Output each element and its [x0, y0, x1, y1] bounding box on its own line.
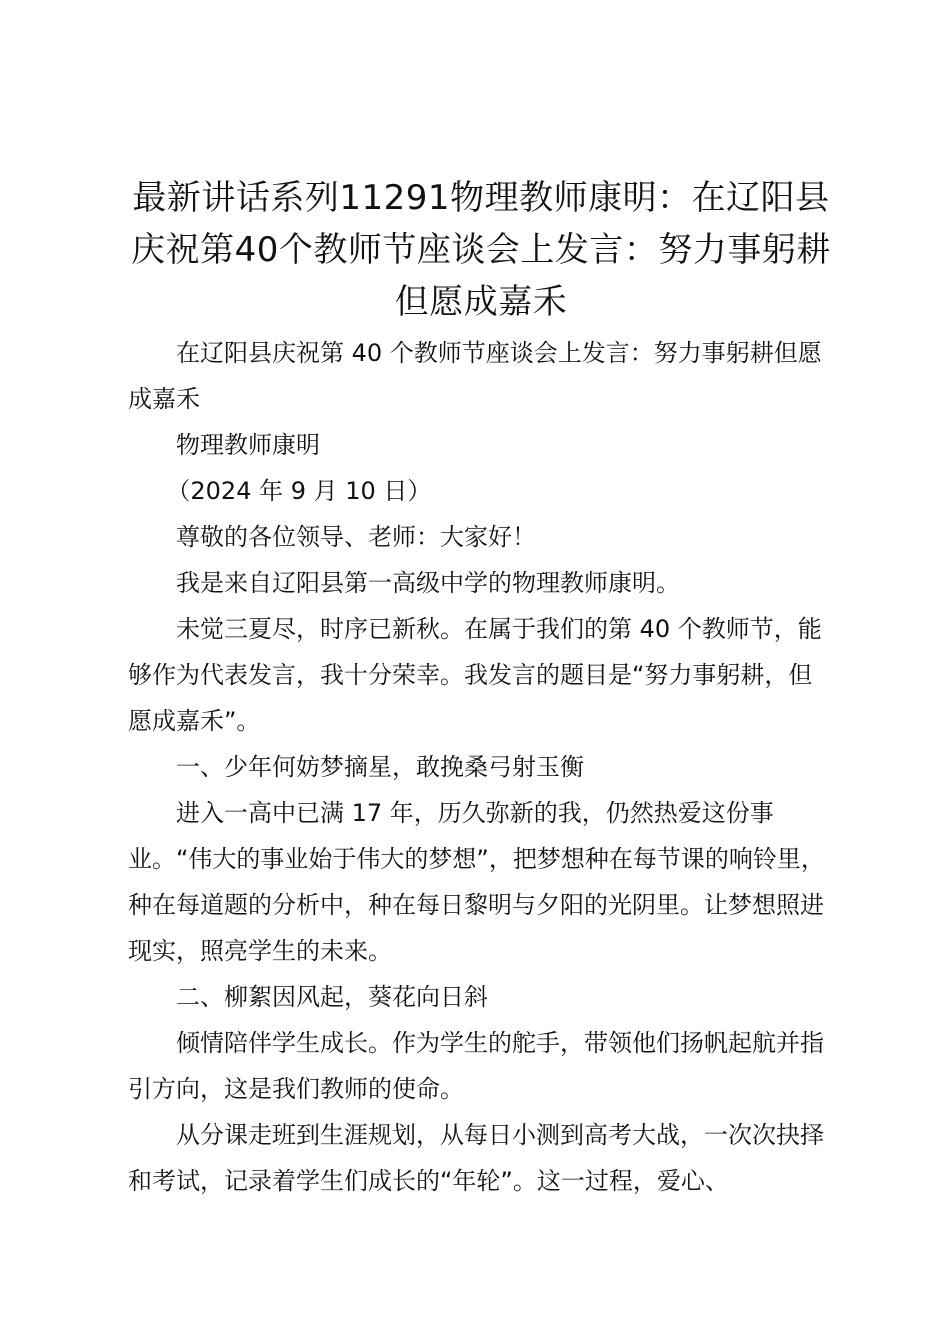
section-heading: 一、少年何妨梦摘星，敢挽桑弓射玉衡 — [176, 753, 584, 781]
body-paragraph: 进入一高中已满 17 年，历久弥新的我，仍然热爱这份事业。“伟大的事业始于伟大的梦想”，把梦想种在每节课的响铃里，种在每道题的分析中，种在每日黎明与夕阳的光阴里。让梦想照进现实，照亮学生的未来。 — [128, 799, 825, 965]
document-body — [128, 330, 834, 1204]
body-paragraph: 从分课走班到生涯规划，从每日小测到高考大战，一次次抉择和考试，记录着学生们成长的“年轮”。这一过程，爱心、 — [128, 1121, 824, 1195]
document-title: 最新讲话系列11291物理教师康明：在辽阳县庆祝第40个教师节座谈会上发言：努力事躬耕但愿成嘉禾 — [131, 178, 831, 322]
speech-subtitle: 在辽阳县庆祝第 40 个教师节座谈会上发言：努力事躬耕但愿成嘉禾 — [128, 339, 822, 413]
section-heading: 二、柳絮因风起，葵花向日斜 — [176, 983, 488, 1011]
salutation: 尊敬的各位领导、老师：大家好！ — [176, 523, 536, 551]
body-paragraph: 未觉三夏尽，时序已新秋。在属于我们的第 40 个教师节，能够作为代表发言，我十分荣幸。我发言的题目是“努力事躬耕，但愿成嘉禾”。 — [128, 615, 822, 735]
speaker-name: 物理教师康明 — [176, 431, 320, 459]
body-paragraph: 倾情陪伴学生成长。作为学生的舵手，带领他们扬帆起航并指引方向，这是我们教师的使命。 — [128, 1029, 824, 1103]
speech-date: （2024 年 9 月 10 日） — [166, 477, 432, 505]
body-paragraph: 我是来自辽阳县第一高级中学的物理教师康明。 — [176, 569, 680, 597]
